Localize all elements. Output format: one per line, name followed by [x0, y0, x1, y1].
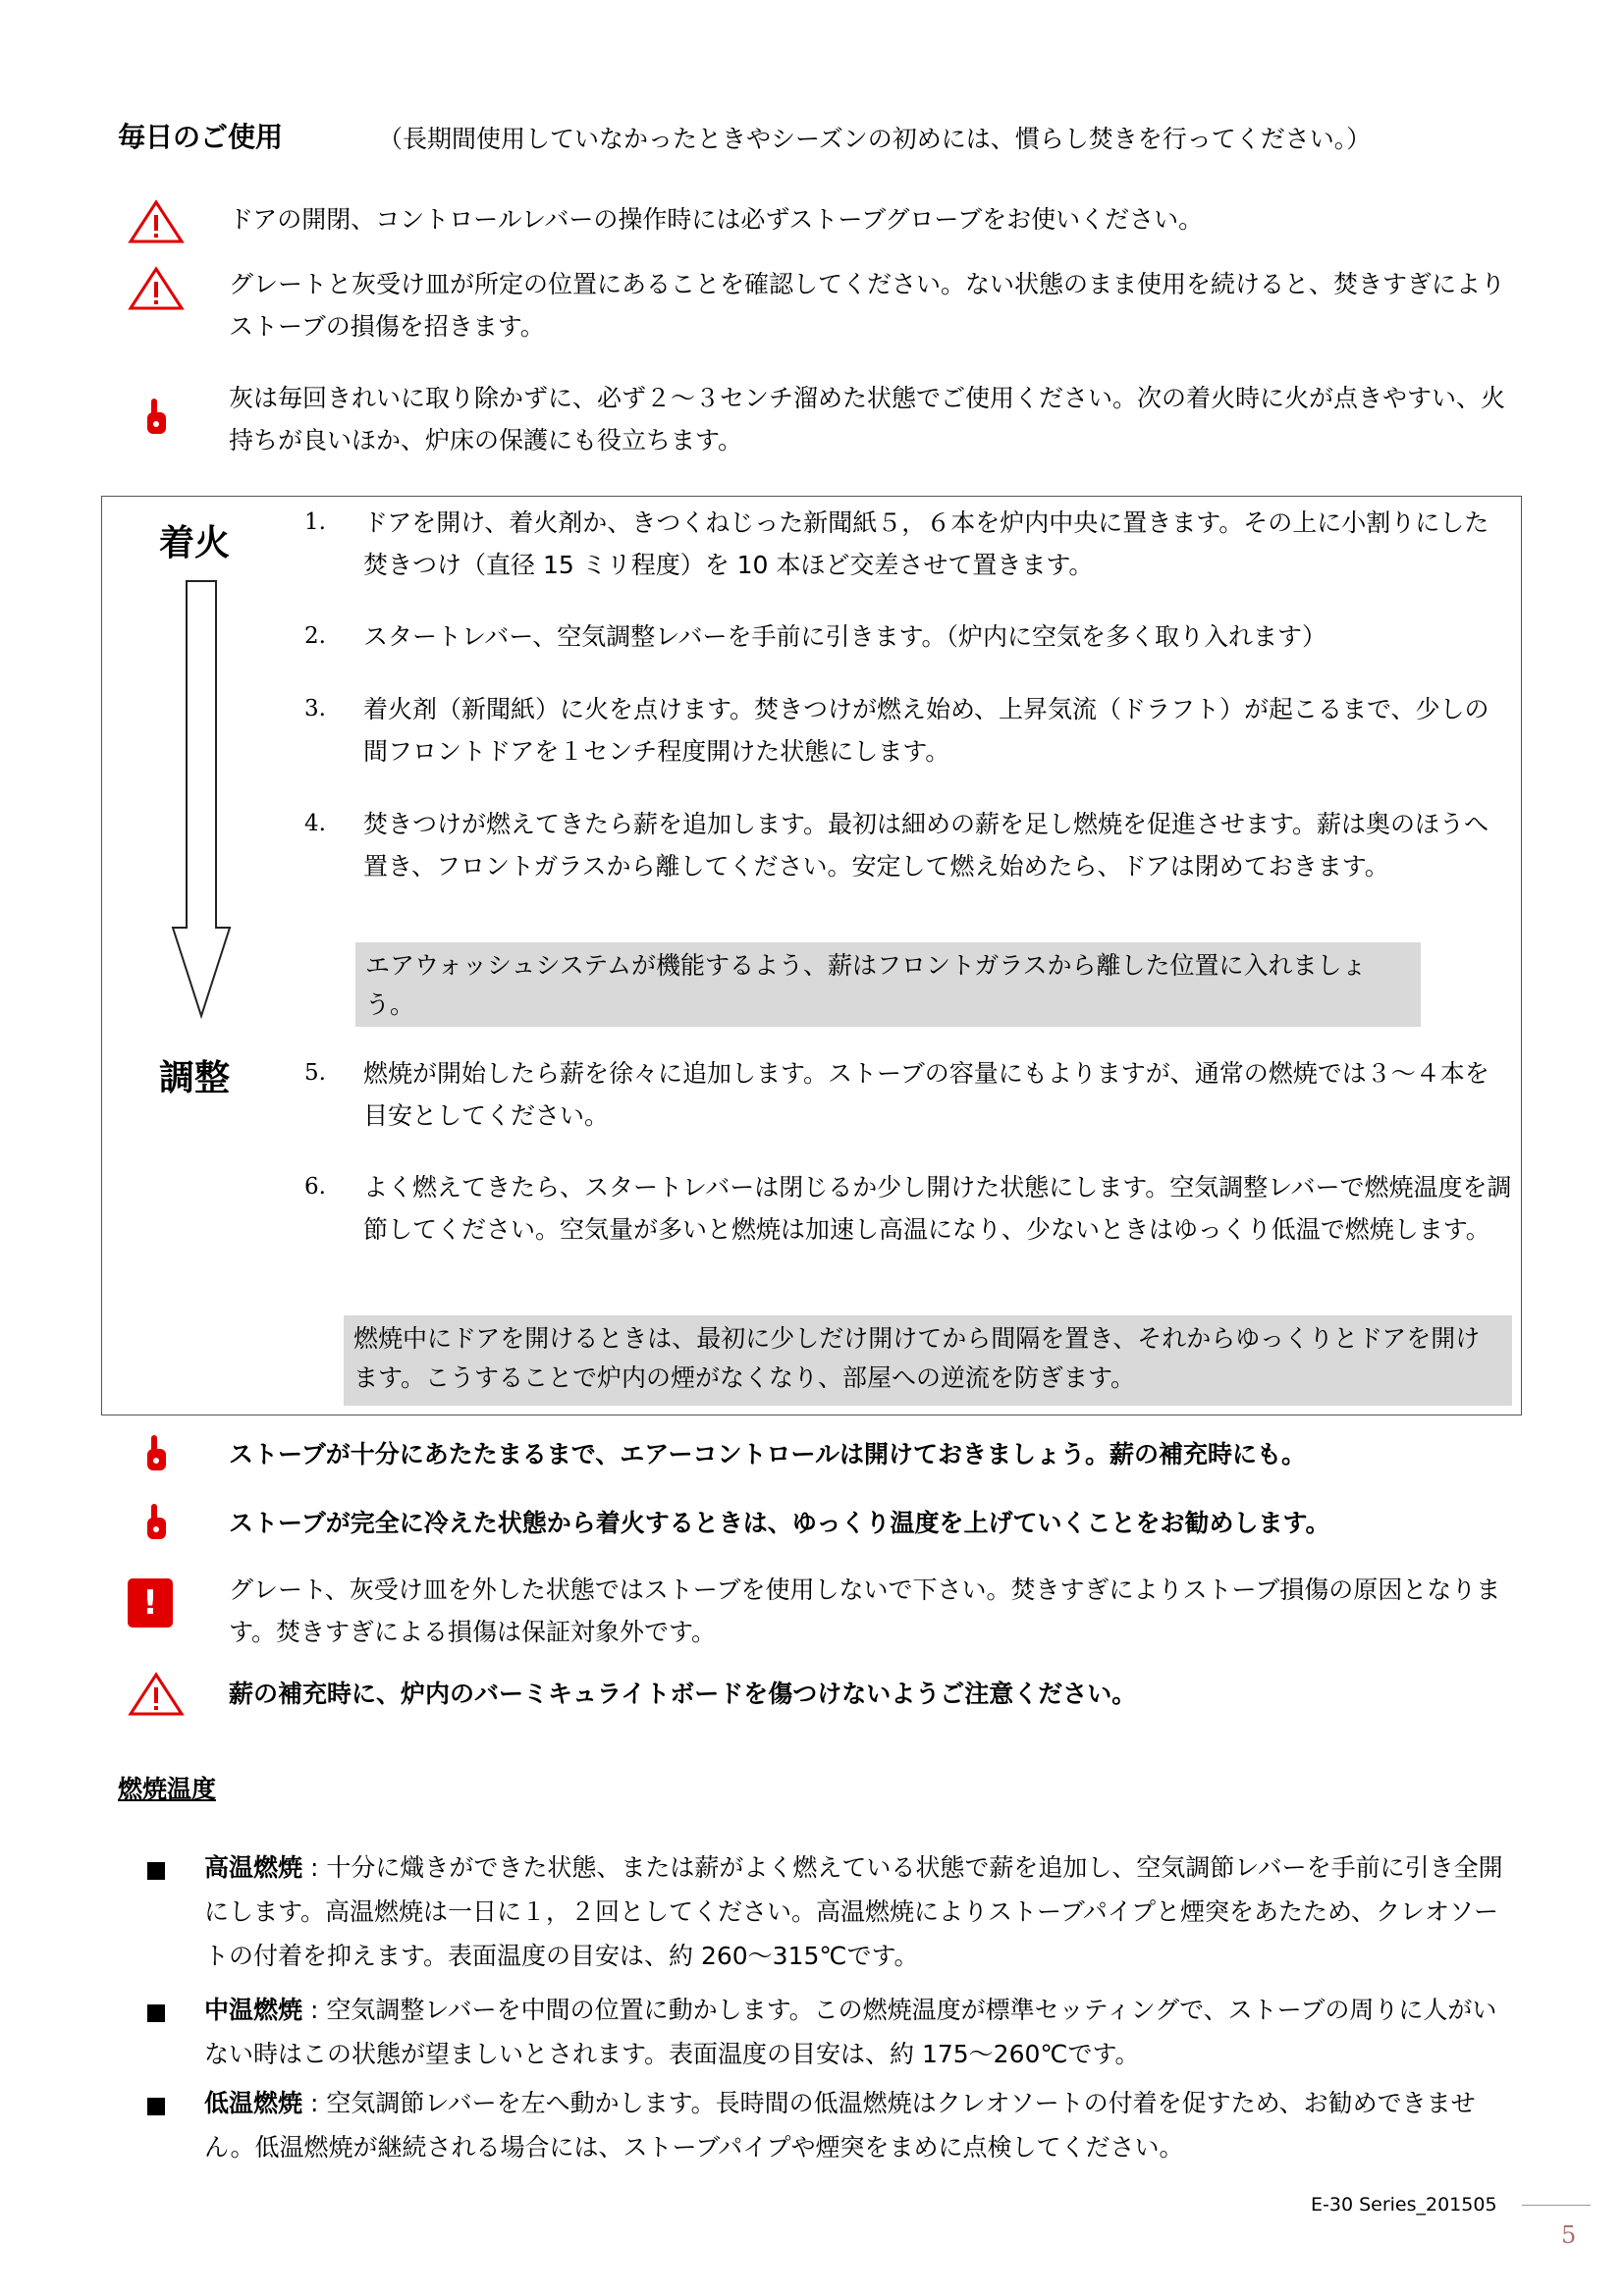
- label-ignition: 着火: [159, 523, 231, 563]
- pointing-hand-icon: [143, 1433, 169, 1472]
- step-number: 3.: [304, 696, 326, 721]
- step-text: スタートレバー、空気調整レバーを手前に引きます。（炉内に空気を多く取り入れます）: [363, 622, 1327, 651]
- temp-item-low: [204, 2081, 1515, 2169]
- exclamation-box-icon: !: [128, 1578, 173, 1628]
- temp-desc: : 十分に熾きができた状態、または薪がよく燃えている状態で薪を追加し、空気調節レバーを手前に引き全開にします。高温燃焼は一日に１，２回としてください。高温燃焼によりストーブパイプと煙突をあたため、クレオソートの付着を抑えます。表面温度の目安は、約 260～315℃です。: [204, 1853, 1503, 1970]
- step-number: 5.: [304, 1060, 326, 1086]
- step-number: 4.: [304, 811, 326, 836]
- note-cold-start: ストーブが完全に冷えた状態から着火するときは、ゆっくり温度を上げていくことをお勧めします。: [229, 1509, 1330, 1537]
- label-adjust: 調整: [159, 1058, 231, 1098]
- footer-series: E-30 Series_201505: [1311, 2194, 1497, 2216]
- note-ash: 灰は毎回きれいに取り除かずに、必ず２～３センチ溜めた状態でご使用ください。次の着火時に火が点きやすい、火持ちが良いほか、炉床の保護にも役立ちます。: [229, 384, 1506, 454]
- down-arrow-icon: [169, 579, 234, 1021]
- temp-term: 高温燃焼: [204, 1853, 303, 1882]
- section-note: （長期間使用していなかったときやシーズンの初めには、慣らし焚きを行ってください。）: [378, 125, 1372, 153]
- step-number: 6.: [304, 1174, 326, 1200]
- pointing-hand-icon: [143, 397, 169, 436]
- note-air-open: ストーブが十分にあたたまるまで、エアーコントロールは開けておきましょう。薪の補充時にも。: [229, 1440, 1307, 1468]
- temp-term: 低温燃焼: [204, 2089, 303, 2117]
- pointing-hand-icon: [143, 1502, 169, 1541]
- step-text: 燃焼が開始したら薪を徐々に追加します。ストーブの容量にもよりますが、通常の燃焼では３～４本を目安としてください。: [363, 1059, 1489, 1130]
- temps-heading: 燃焼温度: [118, 1775, 217, 1803]
- step-number: 2.: [304, 623, 326, 649]
- temp-desc: : 空気調整レバーを中間の位置に動かします。この燃焼温度が標準セッティングで、ストーブの周りに人がいない時はこの状態が望ましいとされます。表面温度の目安は、約 175～260℃です。: [204, 1996, 1497, 2068]
- step-text: よく燃えてきたら、スタートレバーは閉じるか少し開けた状態にします。空気調整レバーで燃焼温度を調節してください。空気量が多いと燃焼は加速し高温になり、少ないときはゆっくり低温で燃焼します。: [363, 1173, 1512, 1244]
- page-number: 5: [1561, 2221, 1577, 2249]
- temp-term: 中温燃焼: [204, 1996, 303, 2024]
- step-number: 1.: [304, 509, 326, 535]
- step-text: ドアを開け、着火剤か、きつくねじった新聞紙５，６本を炉内中央に置きます。その上に小割りにした焚きつけ（直径 15 ミリ程度）を 10 本ほど交差させて置きます。: [363, 508, 1489, 579]
- temp-desc: : 空気調節レバーを左へ動かします。長時間の低温燃焼はクレオソートの付着を促すため、お勧めできません。低温燃焼が継続される場合には、ストーブパイプや煙突をまめに点検してください。: [204, 2089, 1476, 2162]
- warning-triangle-icon: [128, 266, 185, 311]
- footer-rule: [1522, 2205, 1591, 2206]
- note-no-grate: グレート、灰受け皿を外した状態ではストーブを使用しないで下さい。焚きすぎによりストーブ損傷の原因となります。焚きすぎによる損傷は保証対象外です。: [229, 1575, 1501, 1646]
- bullet-icon: [147, 2004, 165, 2022]
- step-text: 着火剤（新聞紙）に火を点けます。焚きつけが燃え始め、上昇気流（ドラフト）が起こるまで、少しの間フロントドアを１センチ程度開けた状態にします。: [363, 695, 1489, 766]
- temp-item-high: [204, 1845, 1515, 1978]
- warning-triangle-icon: [128, 199, 185, 244]
- temp-item-medium: [204, 1988, 1515, 2076]
- bullet-icon: [147, 2098, 165, 2115]
- step-text: 焚きつけが燃えてきたら薪を追加します。最初は細めの薪を足し燃焼を促進させます。薪は奥のほうへ置き、フロントガラスから離してください。安定して燃え始めたら、ドアは閉めておきます。: [363, 810, 1489, 881]
- shaded-note-door: 燃焼中にドアを開けるときは、最初に少しだけ開けてから間隔を置き、それからゆっくりとドアを開けます。こうすることで炉内の煙がなくなり、部屋への逆流を防ぎます。: [344, 1315, 1512, 1406]
- warning-triangle-icon: [128, 1672, 185, 1717]
- shaded-note-airwash: エアウォッシュシステムが機能するよう、薪はフロントガラスから離した位置に入れましょう。: [355, 942, 1421, 1027]
- note-grate: グレートと灰受け皿が所定の位置にあることを確認してください。ない状態のまま使用を続けると、焚きすぎによりストーブの損傷を招きます。: [229, 270, 1506, 341]
- section-title: 毎日のご使用: [118, 121, 284, 153]
- note-glove: ドアの開閉、コントロールレバーの操作時には必ずストーブグローブをお使いください。: [229, 205, 1204, 234]
- note-vermiculite: 薪の補充時に、炉内のバーミキュライトボードを傷つけないようご注意ください。: [229, 1680, 1137, 1708]
- bullet-icon: [147, 1862, 165, 1880]
